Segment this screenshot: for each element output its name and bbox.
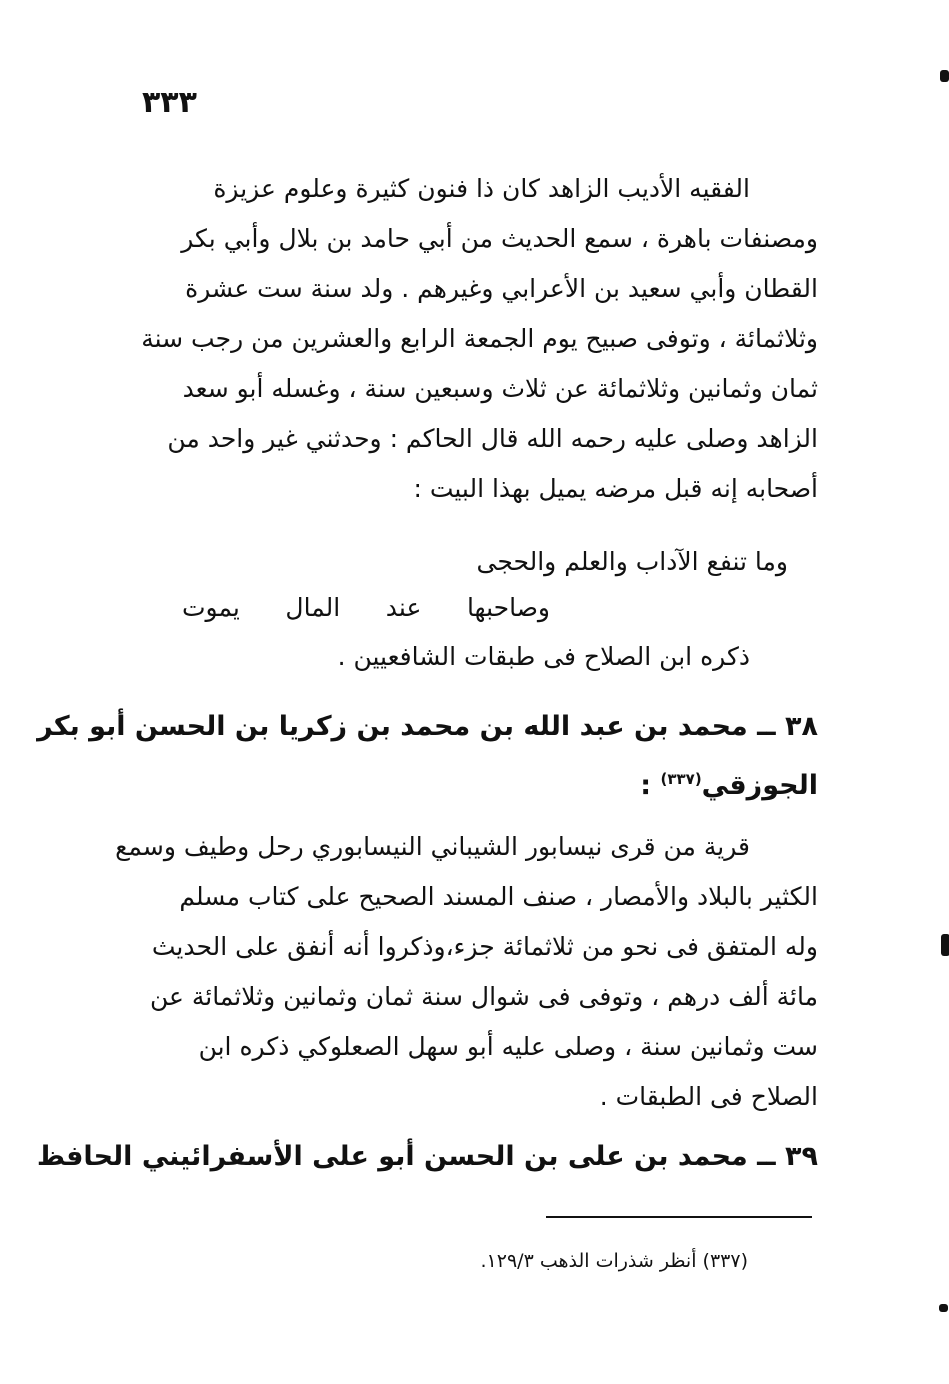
text-line: وله المتفق فى نحو من ثلاثمائة جزء،وذكروا أنه أنفق على الحديث (151, 932, 818, 961)
text-line: ست وثمانين سنة ، وصلى عليه أبو سهل الصعلوكي ذكره ابن (198, 1032, 818, 1061)
footnote-reference[interactable]: (٣٣٧) (660, 770, 702, 788)
margin-mark-bottom (939, 1304, 948, 1312)
entry-38-nisba: الجوزقي (701, 770, 818, 801)
entry-38-title-line-2 (150, 754, 818, 811)
heading-colon: : (640, 770, 652, 801)
entry-39-heading: ٣٩ ــ محمد بن على بن الحسن أبو على الأسفرائيني الحافظ (36, 1141, 818, 1172)
text-line: ومصنفات باهرة ، سمع الحديث من أبي حامد بن بلال وأبي بكر (181, 224, 818, 253)
source-note: ذكره ابن الصلاح فى طبقات الشافعيين . (337, 642, 750, 671)
paragraph-2 (115, 822, 818, 1122)
margin-mark-top (940, 70, 949, 82)
text-line: ثمان وثمانين وثلاثمائة عن ثلاث وسبعين سنة ، وغسله أبو سعد (182, 374, 818, 403)
text-line: قرية من قرى نيسابور الشيباني النيسابوري رحل وطيف وسمع (115, 832, 750, 861)
text-line: الفقيه الأديب الزاهد كان ذا فنون كثيرة وعلوم عزيزة (213, 174, 750, 203)
text-line: الصلاح فى الطبقات . (599, 1082, 818, 1111)
entry-38-heading (37, 702, 818, 811)
paragraph-1 (141, 164, 818, 514)
text-line: الزاهد وصلى عليه رحمه الله قال الحاكم : وحدثني غير واحد من (167, 424, 818, 453)
verse-hemistich-1: وما تنفع الآداب والعلم والحجى (476, 547, 788, 576)
page-number: ٣٣٣ (142, 85, 197, 120)
text-line: وثلاثمائة ، وتوفى صبيح يوم الجمعة الرابع والعشرين من رجب سنة (141, 324, 818, 353)
text-line: مائة ألف درهم ، وتوفى فى شوال سنة ثمان وثمانين وثلاثمائة عن (149, 982, 818, 1011)
entry-38-title-line-1: ٣٨ ــ محمد بن عبد الله بن محمد بن زكريا بن الحسن أبو بكر (37, 711, 818, 742)
text-line: الكثير بالبلاد والأمصار ، صنف المسند الصحيح على كتاب مسلم (179, 882, 818, 911)
text-line: أصحابه إنه قبل مرضه يميل بهذا البيت : (413, 474, 818, 503)
footnote-rule (546, 1216, 812, 1218)
text-line: القطان وأبي سعيد بن الأعرابي وغيرهم . ولد سنة ست عشرة (185, 274, 818, 303)
verse-hemistich-2: وصاحبها عند المال يموت (182, 593, 550, 622)
footnote: (٣٣٧) أنظر شذرات الذهب ١٢٩/٣. (480, 1250, 748, 1272)
margin-mark-middle (941, 934, 949, 956)
